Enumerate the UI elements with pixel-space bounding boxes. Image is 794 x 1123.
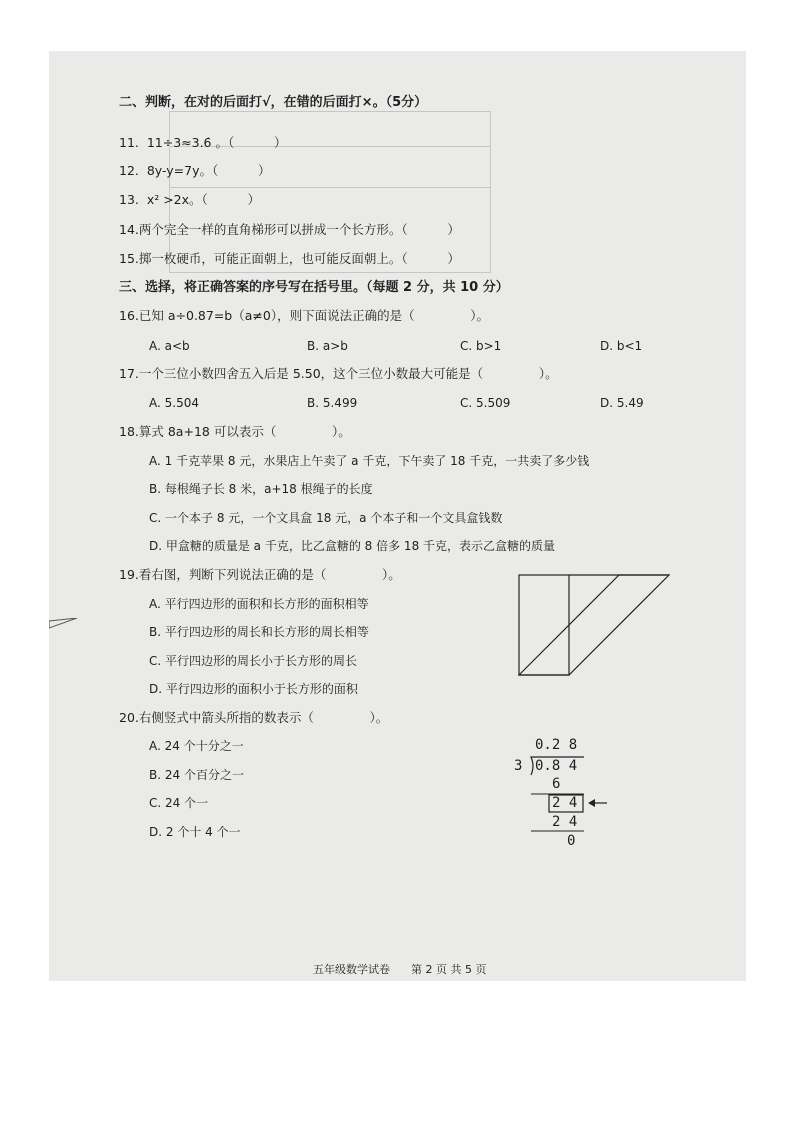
question-18-option-a: A. 1 千克苹果 8 元，水果店上午卖了 a 千克，下午卖了 18 千克，一共卖了多少钱 bbox=[149, 454, 590, 468]
question-11: 11. 11÷3≈3.6̇ 。（ ） bbox=[119, 135, 287, 150]
question-18-option-b: B. 每根绳子长 8 米，a+18 根绳子的长度 bbox=[149, 482, 373, 496]
question-19-option-b: B. 平行四边形的周长和长方形的周长相等 bbox=[149, 625, 369, 639]
exam-page bbox=[49, 51, 746, 981]
remainder-boxed: 2 4 bbox=[552, 795, 578, 811]
question-18-stem: 18.算式 8a+18 可以表示（ ）。 bbox=[119, 424, 351, 439]
page-footer bbox=[299, 948, 486, 981]
question-19-option-a: A. 平行四边形的面积和长方形的面积相等 bbox=[149, 597, 369, 611]
section3-heading: 三、选择，将正确答案的序号写在括号里。（每题 2 分，共 10 分） bbox=[119, 280, 509, 295]
question-20-option-d: D. 2 个十 4 个一 bbox=[149, 825, 241, 839]
rectangle-parallelogram-figure bbox=[515, 571, 675, 681]
question-20-option-c: C. 24 个一 bbox=[149, 796, 209, 810]
question-15: 15.掷一枚硬币，可能正面朝上，也可能反面朝上。（ ） bbox=[119, 251, 460, 266]
question-12: 12. 8y-y=7y。（ ） bbox=[119, 163, 271, 178]
question-16-option-c: C. b>1 bbox=[460, 339, 502, 353]
question-20-option-a: A. 24 个十分之一 bbox=[149, 739, 244, 753]
boxed-24-frame bbox=[549, 795, 583, 812]
quotient: 0.2 8 bbox=[535, 737, 578, 753]
question-17-option-c: C. 5.509 bbox=[460, 396, 511, 410]
question-19-option-c: C. 平行四边形的周长小于长方形的周长 bbox=[149, 654, 358, 668]
question-17-stem: 17.一个三位小数四舍五入后是 5.50，这个三位小数最大可能是（ ）。 bbox=[119, 366, 558, 381]
section2-heading: 二、判断，在对的后面打√，在错的后面打×。（5分） bbox=[119, 95, 428, 110]
divisor: 3 bbox=[514, 758, 523, 774]
left-edge-mark bbox=[49, 618, 79, 632]
question-14: 14.两个完全一样的直角梯形可以拼成一个长方形。（ ） bbox=[119, 222, 460, 237]
subtract-line-1-value: 6 bbox=[552, 776, 561, 792]
question-18-option-d: D. 甲盒糖的质量是 a 千克，比乙盒糖的 8 倍多 18 千克，表示乙盒糖的质量 bbox=[149, 539, 556, 553]
question-17-option-d: D. 5.49 bbox=[600, 396, 644, 410]
long-division-figure bbox=[509, 737, 649, 857]
question-17-option-a: A. 5.504 bbox=[149, 396, 199, 410]
question-20-stem: 20.右侧竖式中箭头所指的数表示（ ）。 bbox=[119, 710, 389, 725]
question-16-option-a: A. a<b bbox=[149, 339, 190, 353]
footer-page-number: 第 2 页 共 5 页 bbox=[410, 963, 487, 976]
division-bracket bbox=[531, 757, 584, 775]
arrow-head-icon bbox=[588, 799, 595, 807]
question-19-option-d: D. 平行四边形的面积小于长方形的面积 bbox=[149, 682, 358, 696]
question-20-option-b: B. 24 个百分之一 bbox=[149, 768, 244, 782]
dividend: 0.8 4 bbox=[535, 758, 578, 774]
parallelogram-shape bbox=[519, 575, 669, 675]
rectangle-shape bbox=[519, 575, 569, 675]
footer-subject: 五年级数学试卷 bbox=[313, 963, 390, 976]
question-16-option-b: B. a>b bbox=[307, 339, 348, 353]
question-17-option-b: B. 5.499 bbox=[307, 396, 358, 410]
question-16-stem: 16.已知 a÷0.87=b（a≠0），则下面说法正确的是（ ）。 bbox=[119, 308, 489, 323]
question-16-option-d: D. b<1 bbox=[600, 339, 643, 353]
division-lines bbox=[509, 737, 649, 857]
question-13: 13. x² >2x。（ ） bbox=[119, 192, 261, 207]
question-18-option-c: C. 一个本子 8 元，一个文具盒 18 元，a 个本子和一个文具盒钱数 bbox=[149, 511, 503, 525]
footer-spacer bbox=[390, 963, 411, 976]
question-19-stem: 19.看右图，判断下列说法正确的是（ ）。 bbox=[119, 567, 401, 582]
final-remainder: 0 bbox=[567, 833, 576, 849]
subtract-line-2-value: 2 4 bbox=[552, 814, 578, 830]
